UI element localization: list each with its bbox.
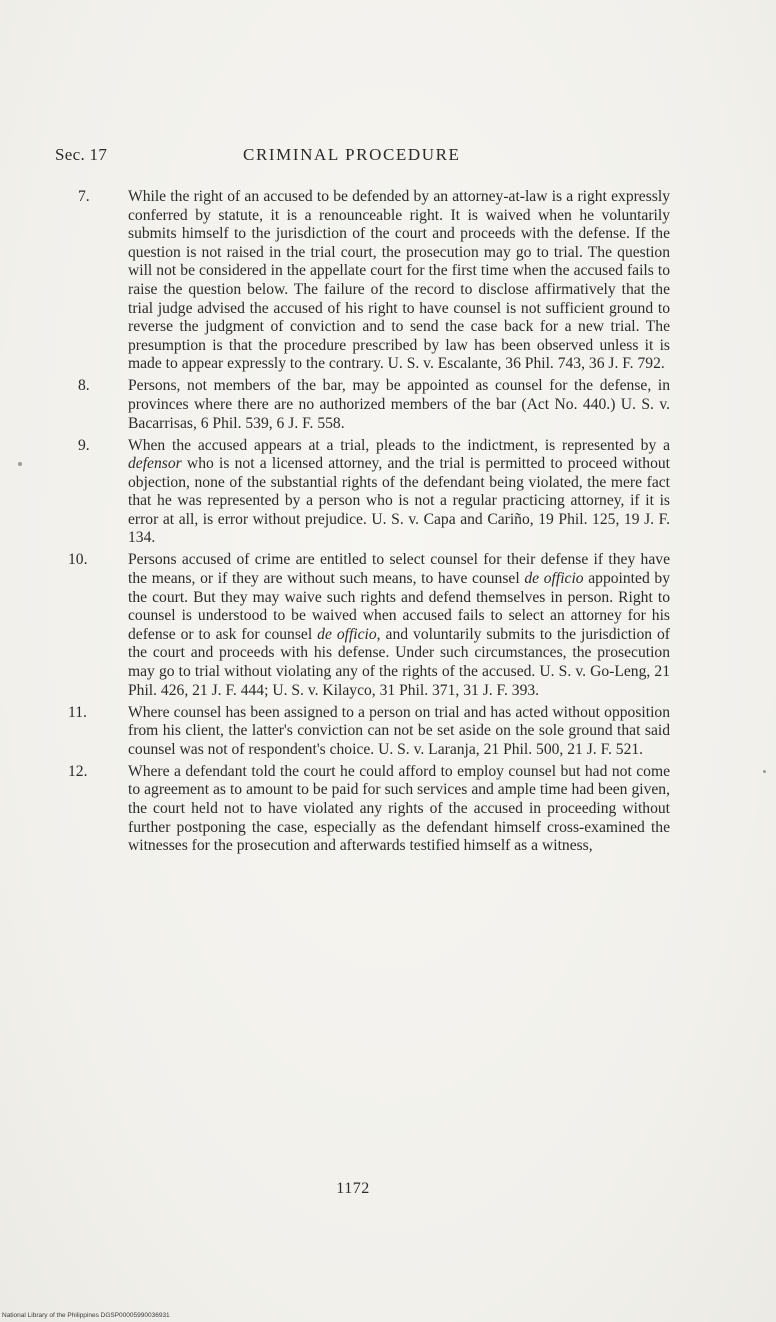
annotation-text: While the right of an accused to be defended by an attorney-at-law is a right expressly conferred by statute, it is a renounceable right. It is waived when he voluntarily submits himself to the jurisdiction of the court and proceeds with the defense. If the question is not raised in the trial court, the prosecution may go to trial. The question will not be considered in the appellate court for the first time when the accused fails to raise the question below. The failure of the record to disclose affirmatively that the trial judge advised the accused of his right to have counsel is not sufficient ground to reverse the judgment of conviction and to send the case back for a new trial. The presumption is that the procedure prescribed by law has been observed unless it is made to appear expressly to the contrary. U. S. v. Escalante, 36 Phil. 743, 36 J. F. 792. xyxy=(128,188,670,373)
page-title: CRIMINAL PROCEDURE xyxy=(243,145,461,164)
page-speck xyxy=(763,770,766,773)
annotation-text: Persons, not members of the bar, may be appointed as counsel for the defense, in provinces where there are no authorized members of the bar (Act No. 440.) U. S. v. Bacarrisas, 6 Phil. 539, 6 J. F. 558. xyxy=(128,377,670,432)
annotation-item xyxy=(68,762,670,856)
annotation-text: Where counsel has been assigned to a person on trial and has acted without opposition from his client, the latter's conviction can not be set aside on the sole ground that said counsel was not of respondent's choice. U. S. v. Laranja, 21 Phil. 500, 21 J. F. 521. xyxy=(128,703,670,758)
scan-footer: National Library of the Philippines DGSP00005990036931 xyxy=(2,1312,170,1319)
annotation-number: 7. xyxy=(78,188,90,205)
annotation-list xyxy=(68,188,670,859)
page-number: 1172 xyxy=(336,1180,370,1197)
annotation-text: When the accused appears at a trial, pleads to the indictment, is represented by a xyxy=(128,436,670,454)
annotation-item xyxy=(68,703,670,760)
annotation-number: 11. xyxy=(68,703,87,721)
annotation-item xyxy=(78,188,670,374)
italic-term: defensor xyxy=(128,455,182,473)
annotation-item xyxy=(78,377,670,433)
annotation-number: 12. xyxy=(68,762,88,780)
annotation-number: 8. xyxy=(78,377,90,395)
annotation-number: 9. xyxy=(78,436,90,454)
section-reference: Sec. 17 xyxy=(55,145,108,164)
annotation-text: appointed by the court. But they may waive such rights and defend themselves in person. Right to counsel is understood to be waived when accused fails to select an attorney for his defense or to ask for counsel xyxy=(128,570,670,643)
annotation-item xyxy=(78,437,670,549)
annotation-text: , and voluntarily submits to the jurisdiction of the court and proceeds with his defense. Under such circumstances, the prosecution may go to trial without violating any of the rights of the accused. U. S. v. Go-Leng, 21 Phil. 426, 21 J. F. 444; U. S. v. Kilayco, 31 Phil. 371, 31 J. F. 393. xyxy=(128,625,670,699)
annotation-text: Where a defendant told the court he could afford to employ counsel but had not come to agreement as to amount to be paid for such services and ample time had been given, the court held not to have violated any rights of the accused in proceeding without further postponing the case, especially as the defendant himself cross-examined the witnesses for the prosecution and afterwards testified himself as a witness, xyxy=(128,762,670,855)
page-speck xyxy=(18,462,22,466)
annotation-text: Persons accused of crime are entitled to select counsel for their defense if they have the means, or if they are without such means, to have counsel xyxy=(128,551,670,588)
annotation-item xyxy=(68,551,670,700)
italic-term: de officio xyxy=(317,625,377,643)
annotation-number: 10. xyxy=(68,551,88,569)
italic-term: de officio xyxy=(524,570,584,588)
annotation-text: who is not a licensed attorney, and the trial is permitted to proceed without objection, none of the substantial rights of the defendant being violated, the mere fact that he was represented by a person who is not a regular practicing attorney, if it is error at all, is error without prejudice. U. S. v. Capa and Cariño, 19 Phil. 125, 19 J. F. 134. xyxy=(128,455,670,547)
running-header xyxy=(55,145,675,169)
